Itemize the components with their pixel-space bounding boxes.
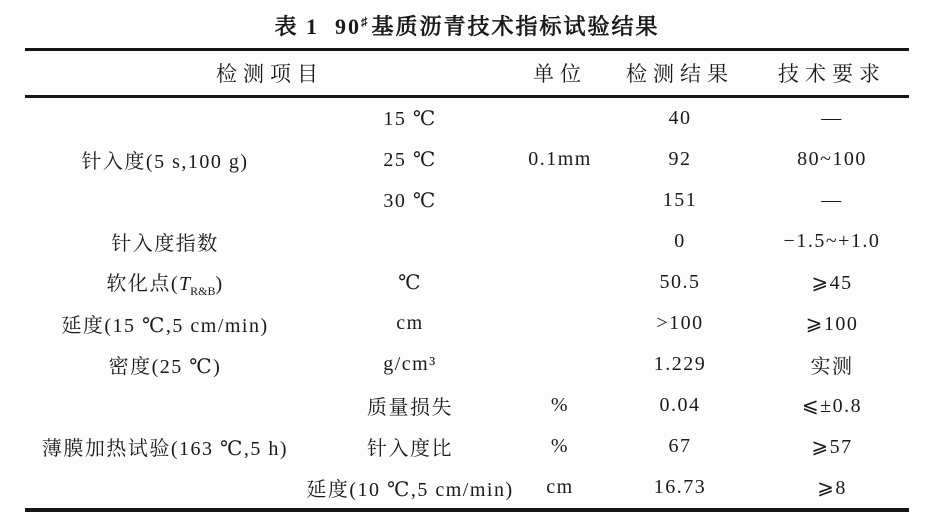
item-symbol-subscript: R&B [190,283,216,298]
table-row [25,385,909,426]
sub-cell [305,221,515,262]
result-cell: 67 [668,435,692,457]
item-cell-softening-point [25,262,305,303]
result-cell: 0 [674,230,686,252]
result-cell: 1.229 [653,353,707,375]
sub-cell: 30 ℃ [383,190,437,212]
requirement-cell: ⩾45 [811,272,853,294]
item-temperature-symbol: T [179,272,191,295]
caption-grade-superscript: ♯ [361,13,370,29]
caption-title-text: 基质沥青技术指标试验结果 [371,14,660,39]
item-cell-ductility-15: 延度(15 ℃,5 cm/min) [61,315,269,337]
unit-cell: cm [546,476,574,498]
header-row [25,50,909,97]
header-item: 检测项目 [25,50,515,97]
requirement-cell: ⩾100 [805,313,859,335]
requirement-cell: ⩾57 [811,436,853,458]
requirement-cell: 实测 [810,356,854,378]
requirement-cell: ⩾8 [817,477,847,499]
sub-cell: 25 ℃ [383,149,437,171]
test-results-table [25,48,909,512]
unit-in-sub-cell: g/cm³ [383,353,437,375]
unit-cell: % [550,435,570,457]
sub-cell: 延度(10 ℃,5 cm/min) [306,479,514,501]
unit-cell [515,221,605,262]
result-cell: 151 [662,189,698,211]
table-row [25,221,909,262]
unit-in-sub-cell: ℃ [398,272,422,294]
requirement-cell: 80~100 [797,148,867,170]
table-row [25,303,909,344]
result-cell: >100 [656,312,704,334]
header-result: 检测结果 [605,50,755,97]
requirement-cell: — [821,107,843,129]
table-row [25,97,909,140]
result-cell: 40 [668,107,692,129]
requirement-cell: — [821,189,843,211]
table-caption [25,10,909,41]
unit-cell [515,344,605,385]
table-row [25,262,909,303]
sub-cell: 质量损失 [367,397,453,419]
item-cell-penetration: 针入度(5 s,100 g) [81,151,249,173]
item-cell-penetration-index: 针入度指数 [111,233,219,255]
requirement-cell: ⩽±0.8 [801,395,863,417]
result-cell: 92 [668,148,692,170]
item-text-part: 软化点( [106,272,180,295]
item-cell-density: 密度(25 ℃) [108,356,222,378]
unit-in-sub-cell: cm [396,312,424,334]
unit-cell [515,262,605,303]
requirement-cell: −1.5~+1.0 [783,230,881,252]
unit-cell: % [550,394,570,416]
item-cell-tfot: 薄膜加热试验(163 ℃,5 h) [41,438,289,460]
item-text-part: ) [215,272,224,295]
header-unit: 单位 [515,50,605,97]
unit-cell [515,303,605,344]
table-row [25,344,909,385]
result-cell: 16.73 [653,476,707,498]
caption-table-number: 表 1 [274,14,319,39]
sub-cell: 15 ℃ [383,108,437,130]
sub-cell: 针入度比 [367,438,453,460]
unit-cell: 0.1mm [528,148,592,170]
result-cell: 0.04 [659,394,701,416]
caption-asphalt-grade: 90 [335,14,361,39]
header-requirement: 技术要求 [755,50,909,97]
result-cell: 50.5 [659,271,701,293]
